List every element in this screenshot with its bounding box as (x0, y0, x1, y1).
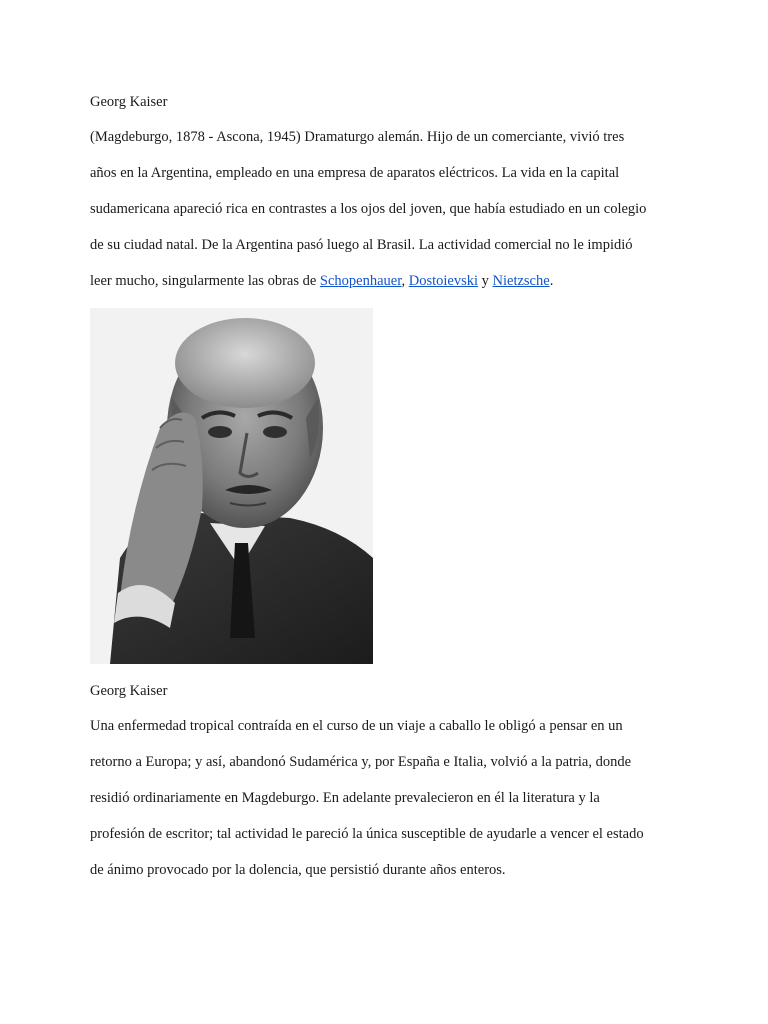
intro-line: años en la Argentina, empleado en una empresa de aparatos eléctricos. La vida en la capital (90, 165, 620, 181)
link-nietzsche[interactable]: Nietzsche (492, 273, 550, 289)
separator: , (401, 273, 409, 289)
portrait-image (90, 308, 373, 664)
body-line: Una enfermedad tropical contraída en el curso de un viaje a caballo le obligó a pensar en un (90, 718, 623, 734)
body-line: residió ordinariamente en Magdeburgo. En adelante prevalecieron en él la literatura y la (90, 790, 600, 806)
intro-line-last (90, 263, 690, 299)
link-dostoievski[interactable]: Dostoievski (408, 273, 479, 289)
body-line: retorno a Europa; y así, abandonó Sudamérica y, por España e Italia, volvió a la patria, donde (90, 754, 632, 770)
document-heading: Georg Kaiser (90, 94, 168, 110)
intro-line: de su ciudad natal. De la Argentina pasó luego al Brasil. La actividad comercial no le impidió (90, 237, 633, 253)
portrait-photo (90, 308, 373, 664)
image-caption: Georg Kaiser (90, 683, 168, 699)
link-schopenhauer[interactable]: Schopenhauer (319, 273, 402, 289)
intro-text: leer mucho, singularmente las obras de (90, 273, 320, 289)
separator: y (478, 273, 493, 289)
intro-line: sudamericana apareció rica en contrastes a los ojos del joven, que había estudiado en un colegio (90, 201, 647, 217)
intro-paragraph (90, 119, 690, 299)
body-line: de ánimo provocado por la dolencia, que persistió durante años enteros. (90, 862, 506, 878)
period: . (549, 273, 554, 289)
intro-line: (Magdeburgo, 1878 - Ascona, 1945) Dramaturgo alemán. Hijo de un comerciante, vivió tres (90, 129, 625, 145)
body-paragraph (90, 708, 690, 888)
body-line: profesión de escritor; tal actividad le pareció la única susceptible de ayudarle a vencer el estado (90, 826, 644, 842)
